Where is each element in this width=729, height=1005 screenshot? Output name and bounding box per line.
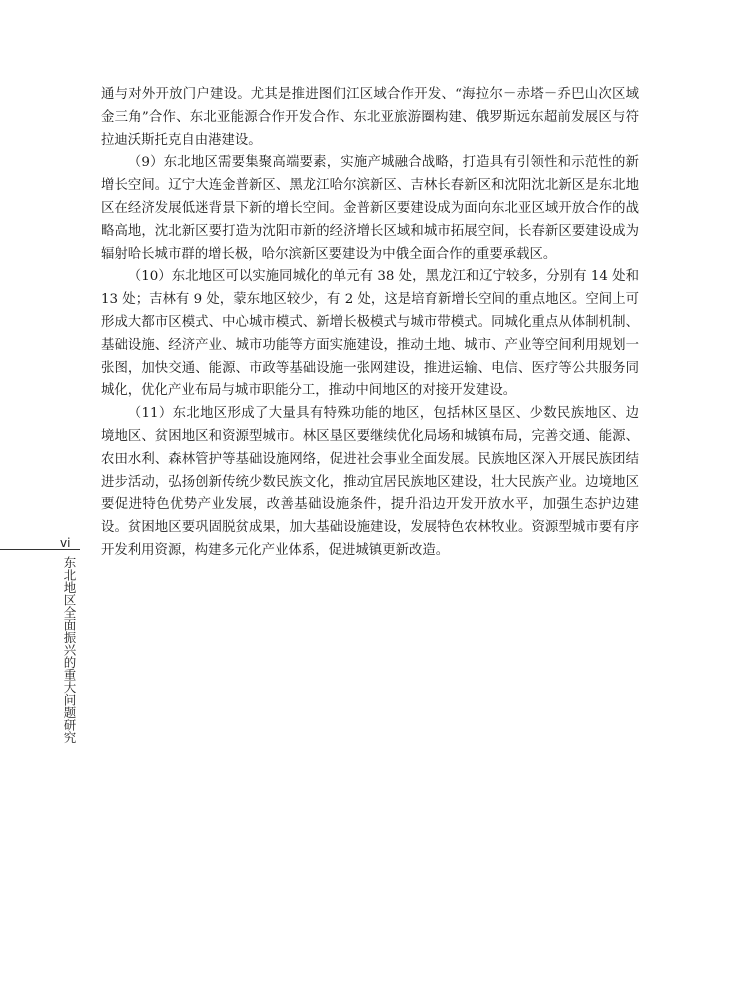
paragraph-continuation: 通与对外开放门户建设。尤其是推进图们江区域合作开发、“海拉尔－赤塔－乔巴山次区域金三角”合作、东北亚能源合作开发合作、东北亚旅游圈构建、俄罗斯远东超前发展区与符拉迪沃斯托克自由港建设。 (101, 87, 639, 148)
paragraph-item-11: （11）东北地区形成了大量具有特殊功能的地区，包括林区垦区、少数民族地区、边境地区、贫困地区和资源型城市。林区垦区要继续优化局场和城镇布局，完善交通、能源、农田水利、森林管护等基础设施网络，促进社会事业全面发展。民族地区深入开展民族团结进步活动，弘扬创新传统少数民族文化，推动宜居民族地区建设，壮大民族产业。边境地区要促进特色优势产业发展，改善基础设施条件，提升沿边开发开放水平，加强生态护边建设。贫困地区要巩固脱贫成果，加大基础设施建设，发展特色农林牧业。资源型城市要有序开发利用资源，构建多元化产业体系，促进城镇更新改造。 (101, 406, 639, 558)
body-text (101, 84, 639, 563)
page-number: vi (60, 536, 71, 550)
paragraph-item-10: （10）东北地区可以实施同城化的单元有 38 处，黑龙江和辽宁较多，分别有 14 处和 13 处；吉林有 9 处，蒙东地区较少，有 2 处，这是培育新增长空间的重点地区。空间上可形成大都市区模式、中心城市模式、新增长极模式与城市带模式。同城化重点从体制机制、基础设施、经济产业、城市功能等方面实施建设，推动土地、城市、产业等空间利用规划一张图，加快交通、能源、市政等基础设施一张网建设，推进运输、电信、医疗等公共服务同城化，优化产业布局与城市职能分工，推动中间地区的对接开发建设。 (101, 269, 639, 399)
paragraph-item-9: （9）东北地区需要集聚高端要素，实施产城融合战略，打造具有引领性和示范性的新增长空间。辽宁大连金普新区、黑龙江哈尔滨新区、吉林长春新区和沈阳沈北新区是东北地区在经济发展低迷背景下新的增长空间。金普新区要建设成为面向东北亚区域开放合作的战略高地，沈北新区要打造为沈阳市新的经济增长区域和城市拓展空间，长春新区要建设成为辐射哈长城市群的增长极，哈尔滨新区要建设为中俄全面合作的重要承载区。 (101, 155, 639, 262)
running-book-title: 东北地区全面振兴的重大问题研究 (62, 556, 77, 744)
